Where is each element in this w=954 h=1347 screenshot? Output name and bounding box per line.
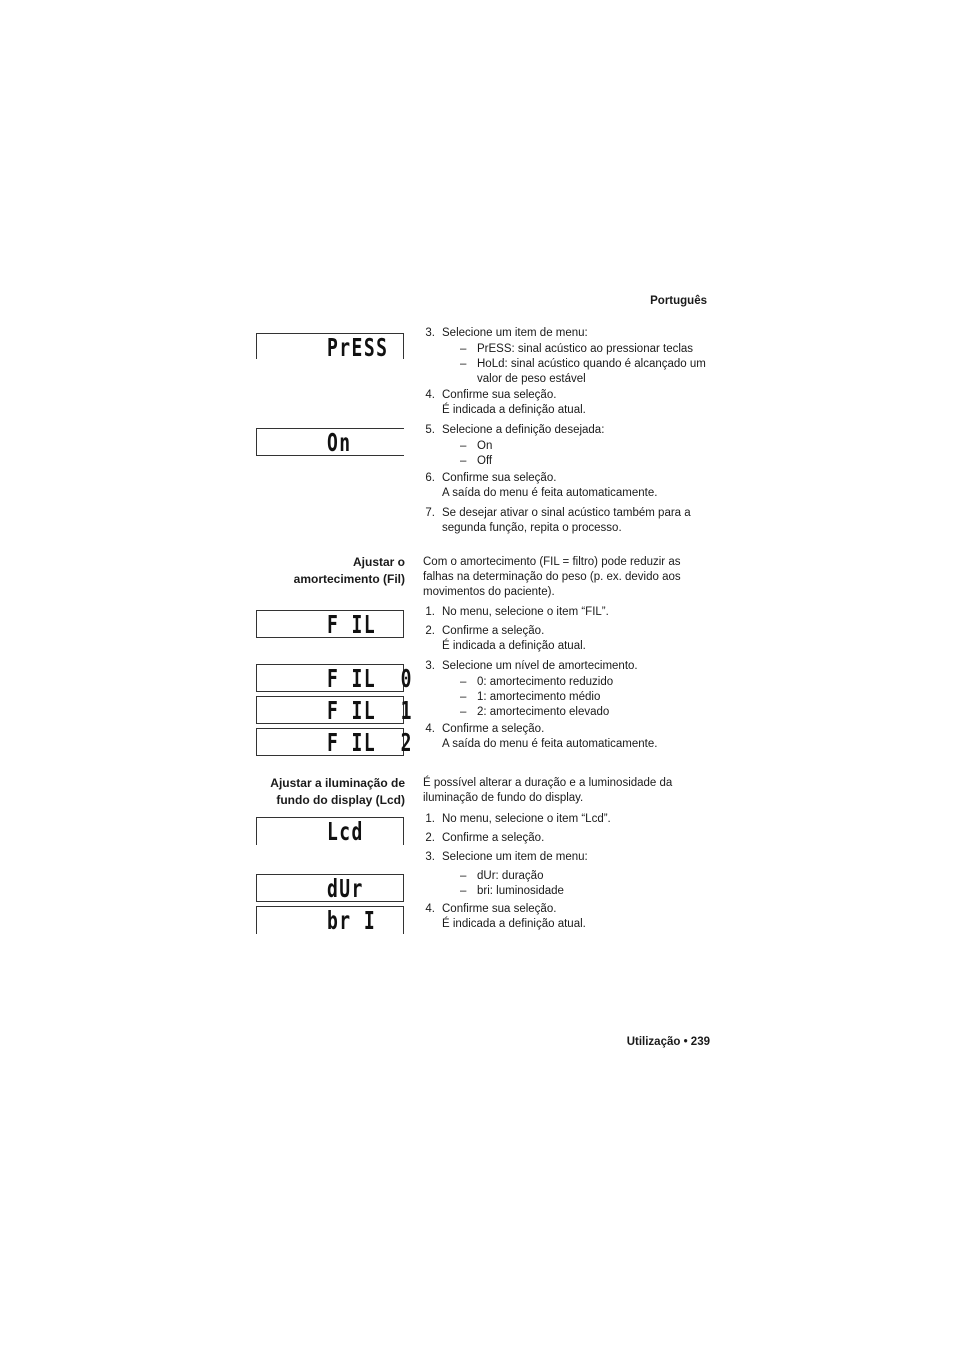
lcd-display-on: On <box>256 428 404 456</box>
section-title-lcd: Ajustar a iluminação de fundo do display (Lcd) <box>270 776 405 807</box>
fil-intro-paragraph: Com o amortecimento (FIL = filtro) pode reduzir as falhas na determinação do peso (p. ex. devido aos movimentos do paciente). <box>423 556 681 598</box>
lcd-display-fil-1: F IL 1 <box>256 696 404 724</box>
lcd-display-bri: br I <box>256 906 404 934</box>
lcd-display-fil: F IL <box>256 610 404 638</box>
section-title-fil: Ajustar o amortecimento (Fil) <box>293 555 405 586</box>
lcd-display-lcd: Lcd <box>256 817 404 845</box>
lcd-display-fil-0: F IL 0 <box>256 664 404 692</box>
page-footer: Utilização • 239 <box>626 1036 710 1048</box>
page-language-header: Português <box>650 295 707 307</box>
lcd-display-press: PrESS <box>256 333 404 359</box>
lcd-display-fil-2: F IL 2 <box>256 728 404 756</box>
lcd-intro-paragraph: É possível alterar a duração e a luminosidade da iluminação de fundo do display. <box>423 777 673 804</box>
lcd-display-dur: dUr <box>256 874 404 902</box>
